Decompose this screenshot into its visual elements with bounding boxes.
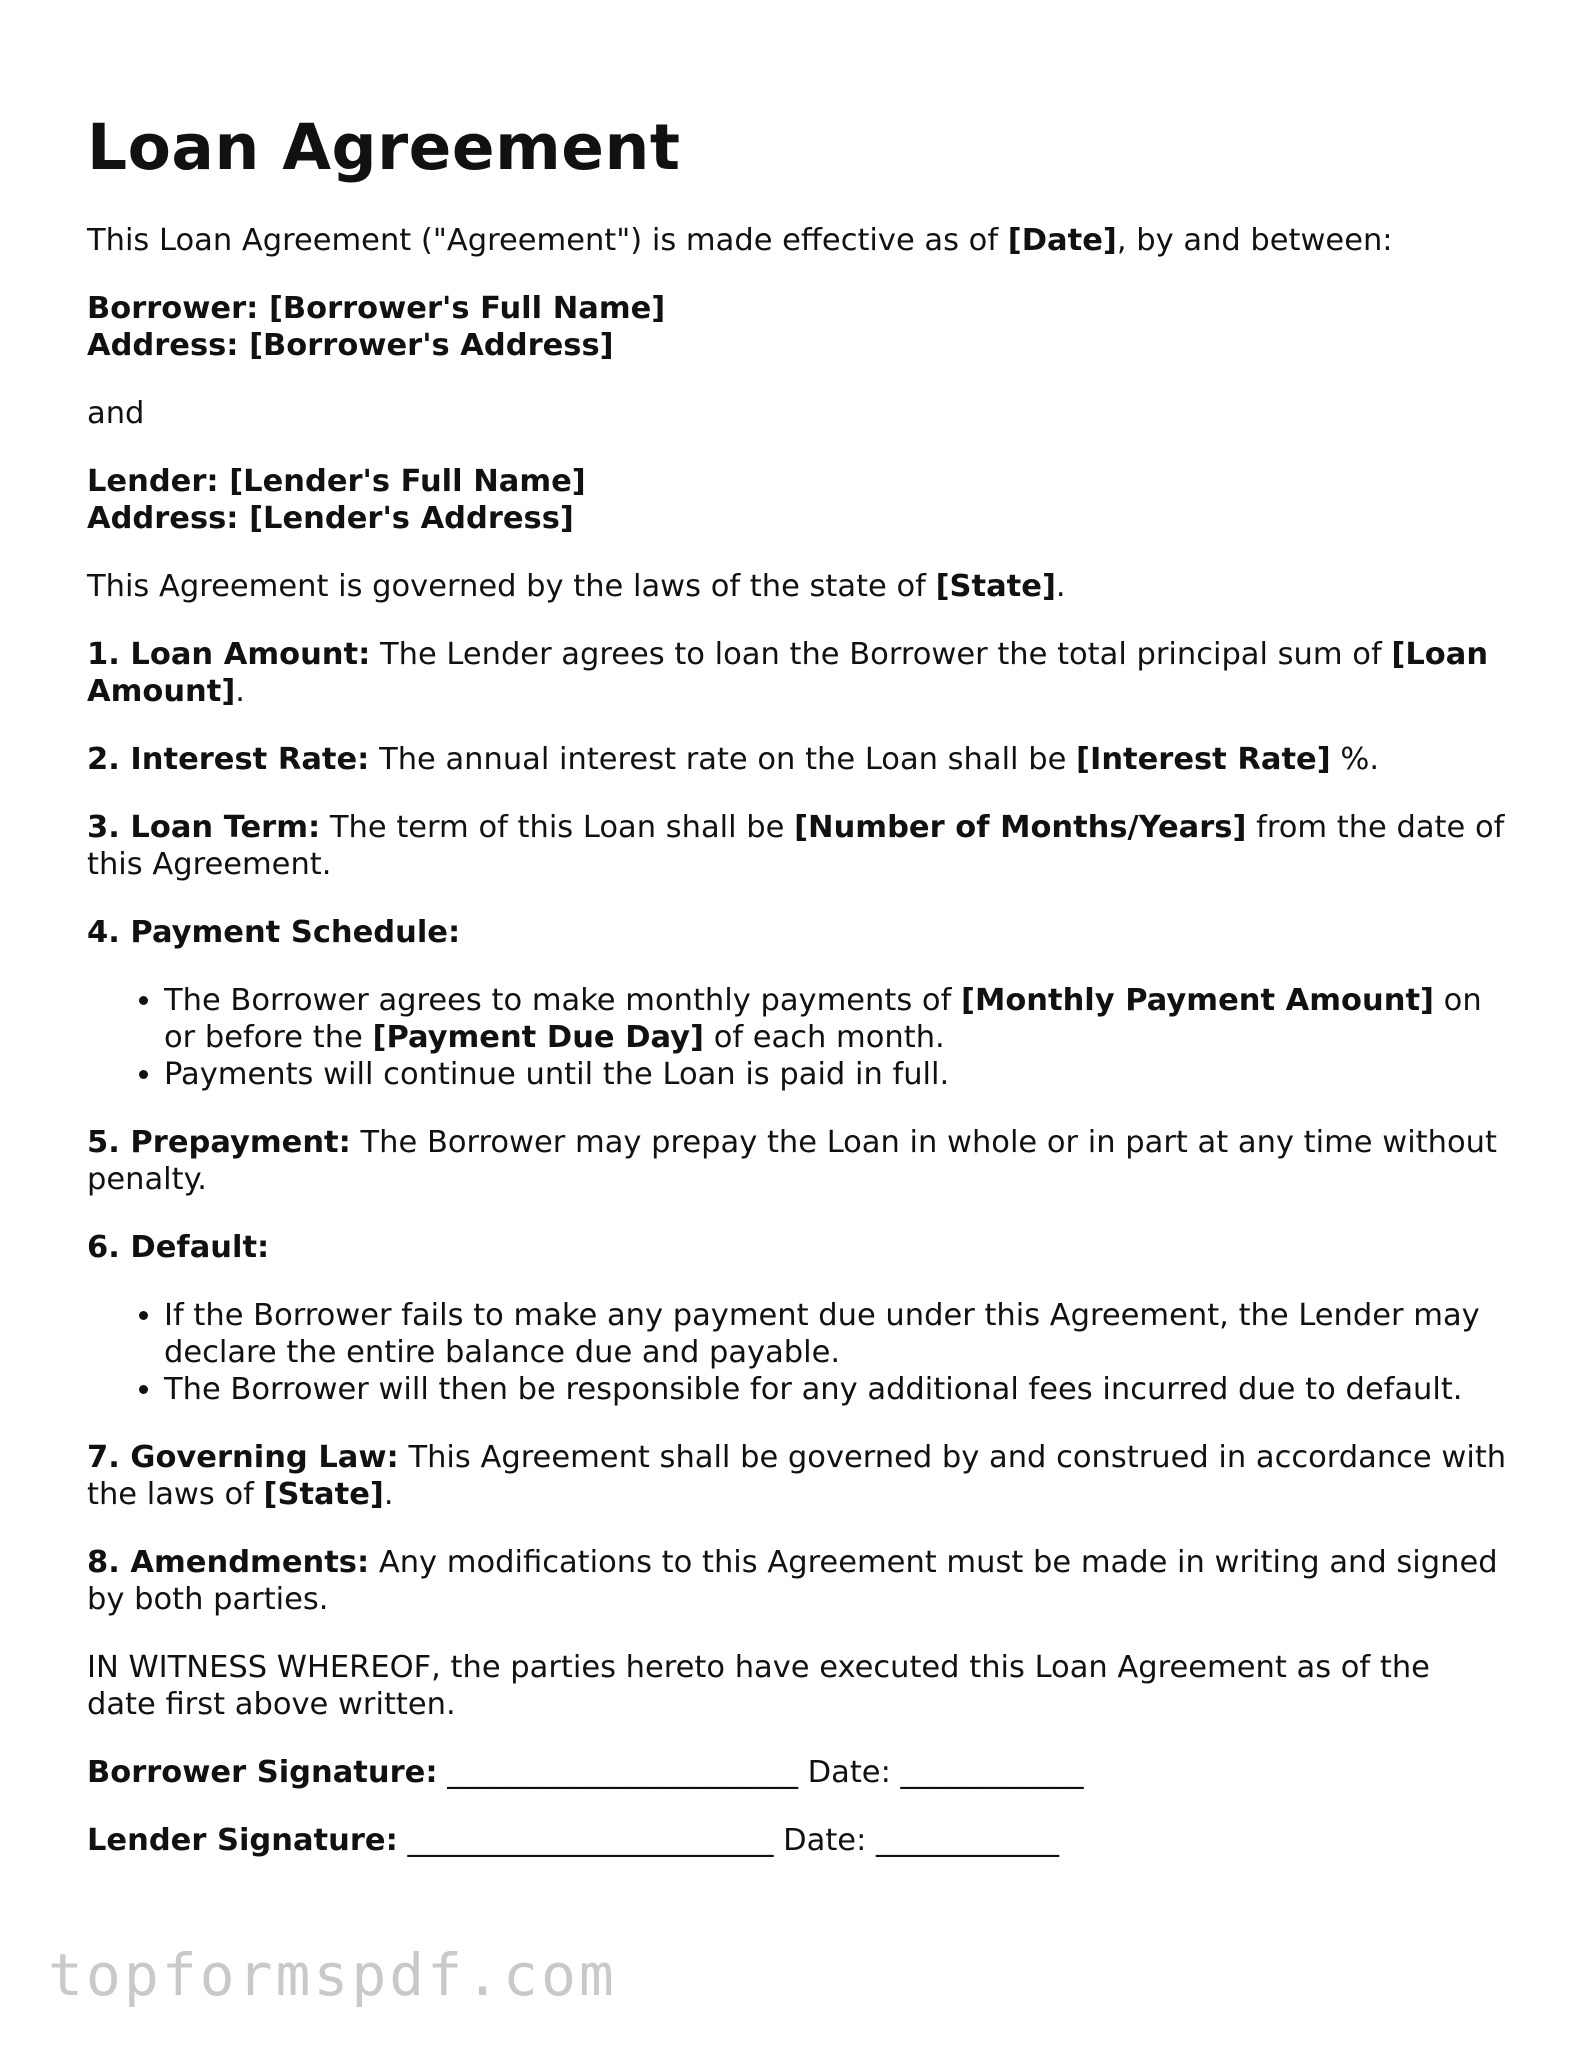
governed-text-end: .: [1055, 569, 1066, 604]
section-text: The annual interest rate on the Loan shall be: [369, 742, 1077, 777]
section-loan-term: [87, 809, 1507, 883]
borrower-date-field[interactable]: ____________: [890, 1755, 1084, 1790]
lender-signature-row: [87, 1822, 1507, 1859]
borrower-signature-row: [87, 1754, 1507, 1791]
loan-amount-placeholder: [Loan Amount]: [87, 637, 1489, 709]
effective-date-placeholder: [Date]: [1007, 223, 1117, 258]
borrower-signature-label: Borrower Signature:: [87, 1755, 438, 1790]
section-heading: 6. Default:: [87, 1230, 270, 1265]
and-text: and: [87, 396, 145, 431]
borrower-signature-field[interactable]: _______________________: [437, 1755, 808, 1790]
section-heading: 1. Loan Amount:: [87, 637, 371, 672]
lender-block: [87, 463, 1507, 537]
section-text-end: %.: [1330, 742, 1380, 777]
section-heading: 4. Payment Schedule:: [87, 915, 461, 950]
borrower-block: [87, 290, 1507, 364]
lender-date-label: Date:: [783, 1823, 867, 1858]
intro-text-end: , by and between:: [1116, 223, 1393, 258]
lender-signature-label: Lender Signature:: [87, 1823, 398, 1858]
section-text: Any modifications to this Agreement must be made in writing and signed by both parties.: [87, 1545, 1498, 1617]
section-interest-rate: [87, 741, 1507, 778]
section-text: The Borrower may prepay the Loan in whole or in part at any time without penalty.: [87, 1125, 1497, 1197]
document-page: [87, 110, 1507, 1890]
list-item: [164, 982, 1507, 1056]
section-heading: 3. Loan Term:: [87, 810, 321, 845]
section-governing-law: [87, 1439, 1507, 1513]
default-list: [87, 1297, 1507, 1408]
section-text: The Lender agrees to loan the Borrower the total principal sum of: [370, 637, 1392, 672]
list-item: • Payments will continue until the Loan is paid in full.: [164, 1056, 1507, 1093]
lender-date-field[interactable]: ____________: [866, 1823, 1060, 1858]
list-item-text: The Borrower agrees to make monthly payments of: [164, 983, 962, 1018]
section-text: This Agreement shall be governed by and construed in accordance with the laws of: [87, 1440, 1507, 1512]
lender-name-line: Lender: [Lender's Full Name]: [87, 464, 586, 499]
section-payment-schedule-heading: [87, 914, 1507, 951]
list-item-text: on or before the: [164, 983, 1482, 1055]
document-title: Loan Agreement: [87, 111, 681, 184]
section-text-end: .: [235, 674, 245, 709]
section-heading: 2. Interest Rate:: [87, 742, 370, 777]
state-placeholder: [State]: [263, 1477, 384, 1512]
section-text-end: .: [383, 1477, 394, 1512]
section-text: The term of this Loan shall be: [320, 810, 795, 845]
lender-signature-field[interactable]: ________________________: [397, 1823, 784, 1858]
list-item: • If the Borrower fails to make any payment due under this Agreement, the Lender may declare the entire balance due and payable.: [164, 1297, 1507, 1371]
borrower-name-line: Borrower: [Borrower's Full Name]: [87, 291, 666, 326]
intro-paragraph: [87, 222, 1507, 259]
section-prepayment: [87, 1124, 1507, 1198]
governed-paragraph: [87, 568, 1507, 605]
section-amendments: [87, 1544, 1507, 1618]
list-item-text: of each month.: [704, 1020, 945, 1055]
witness-paragraph: IN WITNESS WHEREOF, the parties hereto have executed this Loan Agreement as of the date first above written.: [87, 1650, 1430, 1722]
interest-rate-placeholder: [Interest Rate]: [1076, 742, 1331, 777]
list-item: • The Borrower will then be responsible for any additional fees incurred due to default.: [164, 1371, 1507, 1408]
lender-address-line: Address: [Lender's Address]: [87, 501, 574, 536]
section-loan-amount: [87, 636, 1507, 710]
governed-text: This Agreement is governed by the laws of the state of: [87, 569, 936, 604]
section-heading: 5. Prepayment:: [87, 1125, 351, 1160]
borrower-address-line: Address: [Borrower's Address]: [87, 328, 614, 363]
section-text-end: from the date of this Agreement.: [87, 810, 1505, 882]
term-placeholder: [Number of Months/Years]: [794, 810, 1247, 845]
borrower-date-label: Date:: [807, 1755, 891, 1790]
due-day-placeholder: [Payment Due Day]: [372, 1020, 704, 1055]
section-heading: 7. Governing Law:: [87, 1440, 399, 1475]
payment-schedule-list: [87, 982, 1507, 1093]
monthly-payment-placeholder: [Monthly Payment Amount]: [961, 983, 1434, 1018]
section-default-heading: [87, 1229, 1507, 1266]
intro-text: This Loan Agreement ("Agreement") is made effective as of: [87, 223, 1008, 258]
watermark: topformspdf.com: [48, 1941, 617, 2009]
section-heading: 8. Amendments:: [87, 1545, 370, 1580]
state-placeholder: [State]: [935, 569, 1056, 604]
